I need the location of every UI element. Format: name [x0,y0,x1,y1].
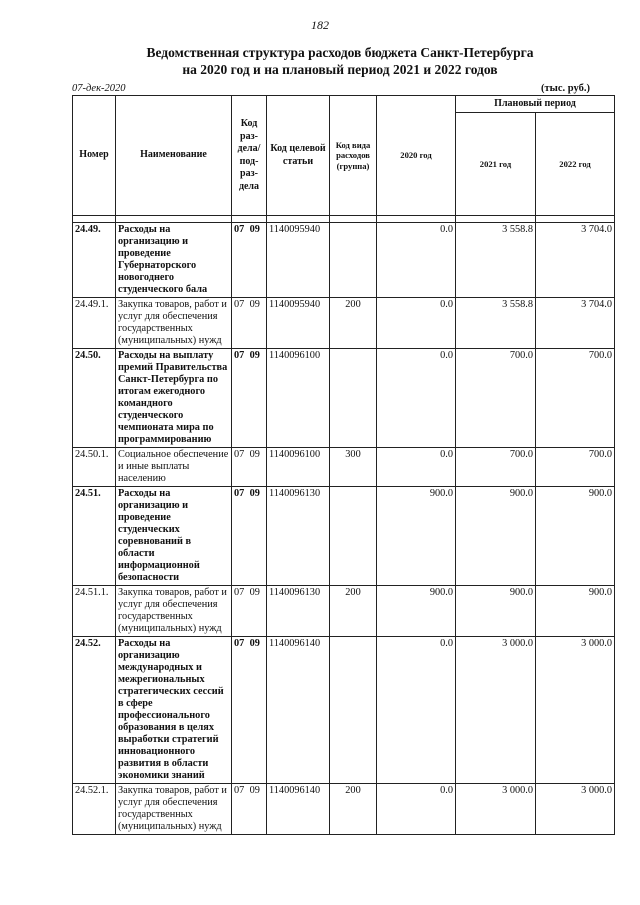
row-value-2020: 0.0 [377,298,456,349]
table-row [73,637,615,784]
row-value-2020: 0.0 [377,349,456,448]
subsection-code: 09 [249,638,260,649]
row-target-code: 1140096100 [267,349,330,448]
row-value-2021: 900.0 [456,586,536,637]
title-line-2: на 2020 год и на плановый период 2021 и 2022 годов [182,62,498,77]
section-code: 07 [234,224,245,235]
header-planned-period: Плановый период [456,96,615,113]
row-section-code [232,223,267,298]
row-section-code [232,448,267,487]
row-target-code: 1140096100 [267,448,330,487]
row-value-2020: 0.0 [377,784,456,835]
row-target-code: 1140095940 [267,223,330,298]
row-value-2022: 700.0 [536,448,615,487]
row-number: 24.50.1. [73,448,116,487]
table-row [73,298,615,349]
row-expense-type [330,487,377,586]
header-2022: 2022 год [536,113,615,216]
section-code: 07 [234,488,245,499]
subsection-code: 09 [249,350,260,361]
row-expense-type [330,223,377,298]
budget-table [72,95,615,835]
row-target-code: 1140096130 [267,487,330,586]
table-row [73,448,615,487]
subsection-code: 09 [249,224,260,235]
row-value-2020: 900.0 [377,487,456,586]
row-value-2021: 3 558.8 [456,298,536,349]
header-name: Наименование [116,96,232,216]
row-value-2022: 3 704.0 [536,298,615,349]
row-section-code [232,586,267,637]
row-value-2021: 700.0 [456,448,536,487]
row-expense-type [330,637,377,784]
section-code: 07 [234,350,245,361]
row-target-code: 1140096140 [267,637,330,784]
row-name: Закупка товаров, работ и услуг для обеспечения государственных (муниципальных) нужд [116,586,232,637]
row-target-code: 1140096140 [267,784,330,835]
subsection-code: 09 [249,488,260,499]
row-value-2021: 900.0 [456,487,536,586]
header-2020: 2020 год [377,96,456,216]
document-date: 07-дек-2020 [72,83,126,94]
row-number: 24.49.1. [73,298,116,349]
row-value-2020: 0.0 [377,637,456,784]
row-number: 24.52. [73,637,116,784]
header-expense-type: Код вида расходов (группа) [330,96,377,216]
row-value-2022: 3 704.0 [536,223,615,298]
row-value-2021: 3 558.8 [456,223,536,298]
subsection-code: 09 [249,587,260,598]
header-number: Номер [73,96,116,216]
row-value-2020: 900.0 [377,586,456,637]
row-section-code [232,349,267,448]
row-value-2022: 700.0 [536,349,615,448]
row-section-code [232,784,267,835]
row-number: 24.49. [73,223,116,298]
row-number: 24.52.1. [73,784,116,835]
header-section: Код раз-дела/ под-раз-дела [232,96,267,216]
row-expense-type: 200 [330,784,377,835]
header-target: Код целевой статьи [267,96,330,216]
row-value-2021: 3 000.0 [456,784,536,835]
row-expense-type: 300 [330,448,377,487]
row-number: 24.51.1. [73,586,116,637]
row-section-code [232,487,267,586]
row-number: 24.50. [73,349,116,448]
row-expense-type: 200 [330,298,377,349]
row-section-code [232,298,267,349]
row-name: Социальное обеспечение и иные выплаты населению [116,448,232,487]
row-section-code [232,637,267,784]
title-line-1: Ведомственная структура расходов бюджета Санкт-Петербурга [146,45,534,60]
row-target-code: 1140096130 [267,586,330,637]
row-name: Расходы на выплату премий Правительства Санкт-Петербурга по итогам ежегодного командного студенческого чемпионата мира по программированию [116,349,232,448]
section-code: 07 [234,587,245,598]
units-label: (тыс. руб.) [541,83,590,94]
section-code: 07 [234,638,245,649]
section-code: 07 [234,785,245,796]
header-2021: 2021 год [456,113,536,216]
row-value-2020: 0.0 [377,448,456,487]
row-value-2022: 3 000.0 [536,637,615,784]
row-name: Закупка товаров, работ и услуг для обеспечения государственных (муниципальных) нужд [116,298,232,349]
table-row [73,586,615,637]
subsection-code: 09 [249,785,260,796]
document-title [60,44,620,78]
row-value-2021: 3 000.0 [456,637,536,784]
table-row [73,349,615,448]
row-expense-type: 200 [330,586,377,637]
section-code: 07 [234,299,245,310]
table-row [73,784,615,835]
row-name: Закупка товаров, работ и услуг для обеспечения государственных (муниципальных) нужд [116,784,232,835]
row-name: Расходы на организацию и проведение Губернаторского новогоднего студенческого бала [116,223,232,298]
row-value-2022: 900.0 [536,586,615,637]
header-gap-row [73,216,615,223]
section-code: 07 [234,449,245,460]
row-name: Расходы на организацию и проведение студенческих соревнований в области информационной безопасности [116,487,232,586]
row-value-2022: 3 000.0 [536,784,615,835]
page-number: 182 [311,18,329,32]
subsection-code: 09 [249,299,260,310]
row-value-2022: 900.0 [536,487,615,586]
row-value-2021: 700.0 [456,349,536,448]
table-body [73,223,615,835]
row-target-code: 1140095940 [267,298,330,349]
table-row [73,223,615,298]
row-expense-type [330,349,377,448]
row-number: 24.51. [73,487,116,586]
table-row [73,487,615,586]
row-name: Расходы на организацию международных и межрегиональных стратегических сессий в сфере профессионального образования в целях выработки стратегий инновационного развития в области экономики знаний [116,637,232,784]
subsection-code: 09 [249,449,260,460]
row-value-2020: 0.0 [377,223,456,298]
